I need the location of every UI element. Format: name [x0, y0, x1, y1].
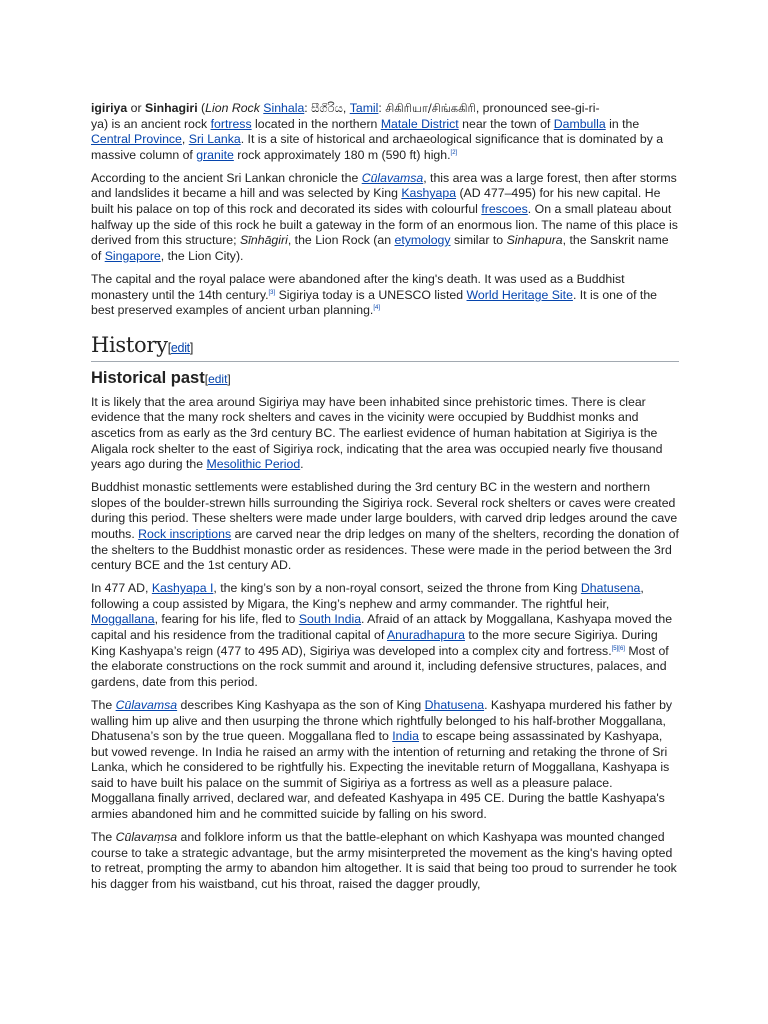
history-paragraph-3	[91, 581, 679, 690]
link-sri-lanka[interactable]: Sri Lanka	[188, 132, 241, 147]
link-south-india[interactable]: South India	[298, 612, 362, 627]
text-run: to escape being assassinated by Kashyapa, but vowed revenge. In India he raised an army with the intention of returning and retaking the throne of Sri Lanka, which he considered to be rightfully his. Expecting the inevitable return of Moggallana, Kashyapa is said to have built his palace on the summit of Sigiriya as a fortress as well as a pleasure palace. Moggallana finally arrived, declared war, and defeated Kashyapa in 495 CE. During the battle Kashyapa's armies abandoned him and he committed suicide by falling on his sword.	[91, 729, 670, 822]
text-run: describes King Kashyapa as the son of King	[177, 697, 425, 712]
text-run: , the Lion City).	[160, 248, 244, 263]
sinhagiri-italic: Sīnhāgiri	[239, 233, 288, 248]
text-run: or	[127, 101, 146, 115]
text-run: located in the northern	[251, 116, 381, 131]
bracket: [	[167, 340, 171, 355]
text-run: The	[91, 697, 116, 712]
historical-past-edit-link[interactable]: edit	[208, 371, 228, 386]
bracket: [	[204, 371, 209, 386]
history-heading	[91, 333, 679, 362]
link-culavamsa-2[interactable]	[116, 698, 178, 712]
text-run: . It is a site of historical and archaeological significance that is dominated by a massive column of	[91, 132, 664, 162]
article-content	[91, 101, 679, 900]
text-run: It is likely that the area around Sigiriya may have been inhabited since prehistoric times. There is clear evidence that the many rock shelters and caves in the vicinity were occupied by Buddhist monks and ascetics from as early as the 3rd century BC. The earliest evidence of human habitation at Sigiriya is the Aligala rock shelter to the east of Sigiriya rock, indicating that the area was occupied nearly five thousand years ago during the	[91, 394, 663, 472]
history-paragraph-5	[91, 830, 679, 892]
citation-link[interactable]: [3]	[268, 289, 276, 296]
text-run: , pronounced see-gi-ri-	[475, 101, 600, 115]
historical-past-edit-section	[205, 372, 231, 386]
intro-paragraph-2	[91, 171, 679, 265]
link-anuradhapura[interactable]: Anuradhapura	[386, 628, 465, 643]
link-singapore[interactable]: Singapore	[104, 248, 161, 263]
text-run: similar to	[450, 233, 507, 248]
text-run: , the Lion Rock (an	[287, 233, 395, 248]
link-culavamsa-2-text: Cūlavamsa	[115, 697, 178, 712]
text-run: near the town of	[458, 116, 554, 131]
text-run: ya) is an ancient rock	[91, 116, 211, 131]
text-run: (AD 477–495) for his new capital. He built his palace on top of this rock and decorated its sides with colourful	[91, 186, 661, 217]
link-mesolithic-period[interactable]: Mesolithic Period	[206, 457, 301, 472]
text-run: According to the ancient Sri Lankan chronicle the	[91, 170, 362, 185]
link-fortress[interactable]: fortress	[210, 116, 252, 131]
link-culavamsa[interactable]	[362, 171, 424, 185]
text-run: , fearing for his life, fled to	[154, 612, 299, 627]
culavamsa-italic: Cūlavaṃsa	[115, 830, 178, 845]
text-run: .	[300, 457, 304, 472]
sinhapura-italic: Sinhapura	[506, 233, 563, 248]
history-edit-section	[168, 341, 193, 355]
text-run: ,	[342, 101, 350, 115]
historical-past-heading	[91, 368, 679, 389]
text-run: The	[91, 830, 116, 845]
link-kashyapa[interactable]: Kashyapa	[401, 186, 457, 201]
text-run: The capital and the royal palace were abandoned after the king's death. It was used as a Buddhist monastery until the 14th century.	[91, 271, 625, 302]
citation-link[interactable]: [4]	[373, 305, 380, 312]
text-run: , following a coup assisted by Migara, the King’s nephew and army commander. The rightful heir,	[91, 581, 644, 611]
history-edit-link[interactable]: edit	[170, 340, 190, 355]
history-heading-text: History	[91, 332, 168, 357]
bracket: ]	[189, 340, 194, 355]
text-run: rock approximately 180 m (590 ft) high.	[233, 147, 451, 162]
text-run: . On a small plateau about halfway up the side of this rock he built a gateway in the form of an enormous lion. The name of this place is derived from this structure;	[91, 202, 678, 248]
text-run: , this area was a large forest, then after storms and landslides it became a hill and was selected by King	[91, 170, 677, 201]
link-rock-inscriptions[interactable]: Rock inscriptions	[138, 526, 232, 541]
link-culavamsa-text: Cūlavamsa	[361, 170, 424, 185]
sinhala-script: සීගිරිය	[311, 101, 343, 115]
text-run: Buddhist monastic settlements were established during the 3rd century BC in the western and northern slopes of the boulder-strewn hills surrounding the Sigiriya rock. Several rock shelters or caves were created during this period. These shelters were made under large boulders, with carved drip ledges around the cave mouths.	[91, 480, 678, 541]
article-name-bold: igiriya	[91, 101, 128, 115]
text-run: to the more secure Sigiriya. During King Kashyapa’s reign (477 to 495 AD), Sigiriya was developed into a complex city and fortress.	[91, 628, 658, 658]
text-run: (	[197, 101, 206, 115]
text-run: , the king’s son by a non-royal consort, seized the throne from King	[213, 581, 581, 596]
link-dhatusena[interactable]: Dhatusena	[580, 581, 641, 596]
link-dambulla[interactable]: Dambulla	[553, 116, 606, 131]
text-run: :	[378, 101, 386, 115]
link-world-heritage-site[interactable]: World Heritage Site	[466, 287, 573, 302]
link-dhatusena-2[interactable]: Dhatusena	[424, 697, 485, 712]
history-paragraph-1	[91, 395, 679, 473]
text-run: ,	[181, 132, 189, 147]
link-tamil[interactable]: Tamil	[349, 101, 379, 115]
intro-paragraph-1	[91, 101, 679, 117]
link-india[interactable]: India	[392, 729, 419, 744]
lion-rock-italic: Lion Rock	[205, 101, 260, 115]
link-matale-district[interactable]: Matale District	[380, 116, 459, 131]
text-run: in the	[605, 116, 640, 131]
link-granite[interactable]: granite	[196, 147, 234, 162]
text-run: are carved near the drip ledges on many of the shelters, recording the donation of the shelters to the Buddhist monastic order as residences. These were made in the period between the 3rd century BCE and the 1st century AD.	[91, 526, 679, 573]
link-sinhala[interactable]: Sinhala	[263, 101, 305, 115]
tamil-script: சிகிரியா/சிங்ககிரி	[385, 101, 476, 115]
link-moggallana[interactable]: Moggallana	[91, 612, 155, 627]
text-run: Most of the elaborate constructions on the rock summit and around it, including defensive structures, palaces, and gardens, date from this period.	[91, 643, 669, 689]
text-run: , the Sanskrit name of	[91, 233, 669, 263]
history-paragraph-4	[91, 698, 679, 823]
link-kashyapa-i[interactable]: Kashyapa I	[151, 581, 214, 596]
historical-past-heading-text: Historical past	[91, 368, 205, 387]
text-run: . Afraid of an attack by Moggallana, Kashyapa moved the capital and his residence from the traditional capital of	[91, 612, 673, 643]
history-paragraph-2	[91, 480, 679, 574]
link-central-province[interactable]: Central Province	[91, 132, 182, 147]
citation-link[interactable]: [2]	[450, 149, 458, 156]
link-etymology[interactable]: etymology	[394, 233, 451, 248]
citation-link[interactable]: [5][6]	[611, 645, 625, 652]
text-run: . Kashyapa murdered his father by walling him up alive and then usurping the throne which rightfully belonged to his half-brother Moggallana, Dhatusena’s son by the true queen. Moggallana fled to	[91, 697, 673, 744]
text-run: In 477 AD,	[91, 581, 152, 596]
alt-name-bold: Sinhagiri	[145, 101, 198, 115]
intro-paragraph-1b	[91, 117, 679, 164]
text-run: Sigiriya today is a UNESCO listed	[275, 287, 467, 302]
intro-paragraph-3	[91, 272, 679, 319]
link-frescoes[interactable]: frescoes	[481, 202, 528, 217]
text-run: . It is one of the best preserved examples of ancient urban planning.	[91, 287, 658, 318]
text-run: :	[304, 101, 312, 115]
bracket: ]	[227, 371, 231, 386]
text-run: and folklore inform us that the battle-elephant on which Kashyapa was mounted changed course to take a strategic advantage, but the army misinterpreted the movement as the king's having opted to retreat, prompting the army to abandon him altogether. It is said that being too proud to surrender he took his dagger from his waistband, cut his throat, raised the dagger proudly,	[91, 830, 677, 891]
